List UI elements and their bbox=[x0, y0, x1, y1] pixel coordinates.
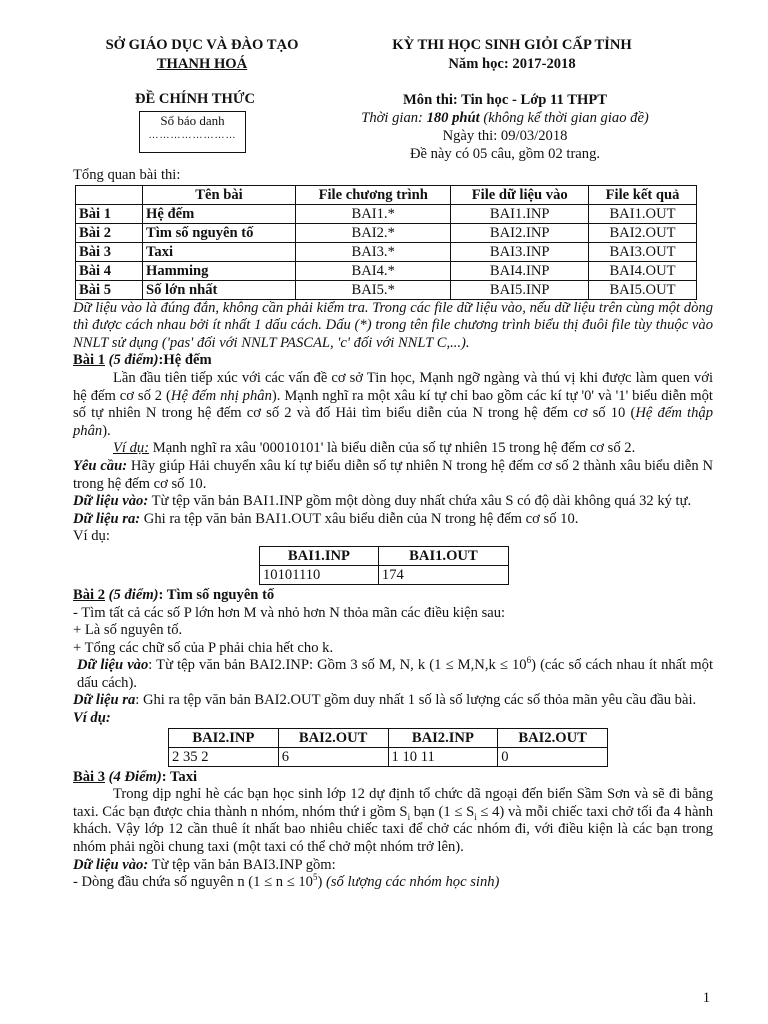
table-cell: BAI4.OUT bbox=[589, 261, 697, 280]
org-line-1: SỞ GIÁO DỤC VÀ ĐÀO TẠO bbox=[105, 37, 299, 53]
table-cell: Bài 4 bbox=[76, 261, 143, 280]
bai1-req-text: Hãy giúp Hải chuyển xâu kí tự biểu diễn số tự nhiên N trong hệ đếm cơ số 2 thành xâu biểu diễn N trong hệ đếm cơ số 10. bbox=[73, 457, 713, 492]
overview-header-row bbox=[76, 185, 697, 204]
bai1-description bbox=[73, 370, 713, 440]
exam-title bbox=[362, 36, 662, 74]
table-cell: Bài 1 bbox=[76, 204, 143, 223]
bai3-input-line-1 bbox=[73, 874, 713, 892]
bai1-req-label: Yêu cầu: bbox=[73, 457, 128, 474]
exam-year: Năm học: 2017-2018 bbox=[448, 56, 576, 72]
bai2-vidu: Ví dụ: bbox=[73, 710, 111, 727]
bai1-title: :Hệ đếm bbox=[158, 352, 212, 369]
bai2-title: : Tìm số nguyên tố bbox=[158, 586, 275, 603]
time-line bbox=[325, 109, 685, 127]
table-cell: BAI5.INP bbox=[451, 280, 589, 299]
bai2-input-text: ) (các số cách nhau ít nhất một dấu cách). bbox=[77, 657, 713, 691]
candidate-number-dots: …………………… bbox=[148, 130, 237, 141]
table-row bbox=[169, 728, 608, 747]
overview-header-cell: File kết quả bbox=[589, 185, 697, 204]
overview-header-blank bbox=[76, 185, 143, 204]
table-header-cell: BAI1.INP bbox=[260, 546, 379, 565]
exam-title-line-1: KỲ THI HỌC SINH GIỎI CẤP TỈNH bbox=[392, 37, 632, 53]
table-row bbox=[76, 223, 697, 242]
bai1-input-label: Dữ liệu vào: bbox=[73, 493, 149, 510]
bai2-input-label: Dữ liệu vào bbox=[77, 657, 149, 674]
bai3-line-italic: (số lượng các nhóm học sinh) bbox=[325, 874, 500, 891]
candidate-number-box bbox=[139, 111, 246, 153]
table-header-cell: BAI2.INP bbox=[388, 728, 498, 747]
bai1-points: (5 điểm) bbox=[105, 352, 159, 369]
table-cell: BAI1.* bbox=[295, 204, 450, 223]
bai3-description bbox=[73, 786, 713, 856]
subject-line: Môn thi: Tin học - Lớp 11 THPT bbox=[403, 92, 607, 108]
table-header-cell: BAI1.OUT bbox=[378, 546, 508, 565]
bai1-heading bbox=[73, 352, 713, 370]
bai1-text: ). bbox=[102, 422, 111, 439]
table-cell: 174 bbox=[378, 565, 508, 584]
table-row bbox=[169, 747, 608, 766]
bai3-line-text: ) bbox=[317, 874, 326, 891]
table-cell: BAI1.INP bbox=[451, 204, 589, 223]
bai1-output-text: Ghi ra tệp văn bản BAI1.OUT xâu biểu diễn của N trong hệ đếm cơ số 10. bbox=[140, 510, 579, 527]
table-cell: 1 10 11 bbox=[388, 747, 498, 766]
exam-body bbox=[73, 167, 713, 892]
bai1-text: Lần đầu tiên tiếp xúc với các vấn đề cơ sở Tin học, Mạnh ngỡ ngàng và thú vị khi được làm quen với hệ đếm cơ số 2 ( bbox=[73, 369, 713, 404]
table-cell: Hệ đếm bbox=[143, 204, 296, 223]
bai2-label: Bài 2 bbox=[73, 586, 106, 603]
table-header-cell: BAI2.OUT bbox=[498, 728, 608, 747]
table-cell: BAI5.* bbox=[295, 280, 450, 299]
table-cell: Tìm số nguyên tố bbox=[143, 223, 296, 242]
table-cell: BAI4.* bbox=[295, 261, 450, 280]
table-cell: Số lớn nhất bbox=[143, 280, 296, 299]
overview-header-cell: Tên bài bbox=[143, 185, 296, 204]
exam-info bbox=[325, 91, 685, 163]
table-cell: BAI5.OUT bbox=[589, 280, 697, 299]
bai2-output-label: Dữ liệu ra bbox=[73, 692, 136, 709]
overview-header-cell: File chương trình bbox=[295, 185, 450, 204]
bai3-text: bạn (1 ≤ S bbox=[410, 803, 475, 820]
table-cell: 0 bbox=[498, 747, 608, 766]
bai1-example-table bbox=[259, 546, 509, 585]
bai1-output bbox=[73, 511, 713, 529]
table-row bbox=[260, 546, 509, 565]
bai1-requirement bbox=[73, 458, 713, 493]
table-cell: BAI4.INP bbox=[451, 261, 589, 280]
overview-title: Tổng quan bài thi: bbox=[73, 167, 181, 183]
bai2-line-1: - Tìm tất cả các số P lớn hơn M và nhỏ hơn N thỏa mãn các điều kiện sau: bbox=[73, 604, 506, 621]
bai1-example-text: Mạnh nghĩ ra xâu '00010101' là biểu diễn của số tự nhiên 15 trong hệ đếm cơ số 2. bbox=[149, 440, 636, 457]
table-cell: BAI3.OUT bbox=[589, 242, 697, 261]
table-row bbox=[76, 261, 697, 280]
table-cell: Hamming bbox=[143, 261, 296, 280]
bai2-input-text: : Từ tệp văn bản BAI2.INP: Gồm 3 số M, N, k (1 ≤ M,N,k ≤ 10 bbox=[148, 657, 527, 674]
bai3-sub: i bbox=[474, 811, 477, 822]
bai2-output-text: : Ghi ra tệp văn bản BAI2.OUT gồm duy nhất 1 số là số lượng các số thỏa mãn yêu cầu đầu bài. bbox=[135, 692, 697, 709]
page-count-note: Đề này có 05 câu, gồm 02 trang. bbox=[409, 146, 601, 162]
page-number: 1 bbox=[702, 990, 710, 1006]
time-suffix: (không kể thời gian giao đề) bbox=[479, 110, 649, 126]
bai3-title: : Taxi bbox=[161, 768, 198, 785]
bai3-label: Bài 3 bbox=[73, 768, 106, 785]
org-line-2: THANH HOÁ bbox=[156, 56, 248, 72]
bai3-input bbox=[73, 857, 713, 875]
bai1-example-line bbox=[73, 440, 713, 458]
time-value: 180 phút bbox=[426, 110, 480, 126]
bai1-vidu: Ví dụ: bbox=[73, 528, 110, 545]
table-cell: Bài 2 bbox=[76, 223, 143, 242]
table-cell: BAI2.* bbox=[295, 223, 450, 242]
bai2-output bbox=[73, 692, 713, 710]
bai1-input-text: Từ tệp văn bản BAI1.INP gồm một dòng duy nhất chứa xâu S có độ dài không quá 32 ký tự. bbox=[148, 493, 692, 510]
issuing-organization bbox=[78, 36, 326, 74]
bai1-text-italic: Hệ đếm nhị phân bbox=[170, 387, 272, 404]
bai3-text: ≤ 4) và mỗi chiếc taxi chở tối đa 4 hành khách. Vậy lớp 12 cần thuê ít nhất bao nhiêu chiếc taxi để chở các nhóm đi, với điều kiện là các bạn trong nhóm phải ngồi chung taxi (một taxi có thể chở một nhóm trở lên). bbox=[73, 803, 714, 856]
overview-header-cell: File dữ liệu vào bbox=[451, 185, 589, 204]
bai1-output-label: Dữ liệu ra: bbox=[73, 510, 141, 527]
table-header-cell: BAI2.INP bbox=[169, 728, 279, 747]
bai3-heading bbox=[73, 769, 713, 787]
bai3-input-label: Dữ liệu vào: bbox=[73, 856, 149, 873]
bai1-example-label: Ví dụ: bbox=[113, 440, 150, 457]
bai3-line-text: - Dòng đầu chứa số nguyên n (1 ≤ n ≤ 10 bbox=[73, 874, 313, 891]
table-cell: Taxi bbox=[143, 242, 296, 261]
time-prefix: Thời gian: bbox=[361, 110, 427, 126]
table-cell: BAI3.INP bbox=[451, 242, 589, 261]
table-cell: 10101110 bbox=[260, 565, 379, 584]
table-cell: Bài 3 bbox=[76, 242, 143, 261]
bai1-text-italic: Hệ đếm thập phân bbox=[73, 405, 713, 439]
table-cell: Bài 5 bbox=[76, 280, 143, 299]
bai3-line-sup: 5 bbox=[312, 872, 318, 883]
table-row bbox=[76, 242, 697, 261]
candidate-number-label: Số báo danh bbox=[160, 113, 225, 128]
exam-date: Ngày thi: 09/03/2018 bbox=[442, 128, 568, 144]
bai3-sub: i bbox=[407, 811, 411, 822]
bai2-points: (5 điểm) bbox=[105, 586, 159, 603]
overview-table bbox=[75, 185, 697, 300]
bai2-input bbox=[73, 657, 713, 692]
bai3-points: (4 Điểm) bbox=[105, 768, 162, 785]
table-cell: 2 35 2 bbox=[169, 747, 279, 766]
table-cell: BAI2.INP bbox=[451, 223, 589, 242]
table-cell: 6 bbox=[278, 747, 388, 766]
bai1-text: ). Mạnh nghĩ ra một xâu kí tự chỉ bao gồm các kí tự '0' và '1' biểu diễn một số tự nhiên N trong hệ đếm cơ số 2 và đố Hải tìm biểu diễn của N trong hệ đếm cơ số 10 ( bbox=[73, 387, 713, 422]
table-cell: BAI2.OUT bbox=[589, 223, 697, 242]
bai3-input-text: Từ tệp văn bản BAI3.INP gồm: bbox=[148, 856, 336, 873]
overview-note: Dữ liệu vào là đúng đắn, không cần phải kiểm tra. Trong các file dữ liệu vào, nếu dữ liệu trên cùng một dòng thì được cách nhau bởi ít nhất 1 dấu cách. Dấu (*) trong tên file chương trình biểu thị đuôi file tùy thuộc vào NNLT sử dụng ('pas' đối với NNLT PASCAL, 'c' đối với NNLT C,...). bbox=[73, 299, 713, 351]
bai2-heading bbox=[73, 587, 713, 605]
table-header-cell: BAI2.OUT bbox=[278, 728, 388, 747]
bai2-line-3: + Tổng các chữ số của P phải chia hết cho k. bbox=[73, 639, 334, 656]
table-cell: BAI1.OUT bbox=[589, 204, 697, 223]
bai3-text: Trong dịp nghỉ hè các bạn học sinh lớp 12 dự định tổ chức dã ngoại đến biển Sầm Sơn và sẽ đi bằng taxi. Các bạn được chia thành n nhóm, nhóm thứ i gồm S bbox=[73, 786, 713, 820]
bai1-input bbox=[73, 493, 713, 511]
table-row bbox=[260, 565, 509, 584]
official-label: ĐỀ CHÍNH THỨC bbox=[134, 91, 255, 107]
table-cell: BAI3.* bbox=[295, 242, 450, 261]
table-row bbox=[76, 280, 697, 299]
bai2-example-table bbox=[168, 728, 608, 767]
bai1-label: Bài 1 bbox=[73, 352, 106, 369]
table-row bbox=[76, 204, 697, 223]
bai2-input-sup: 6 bbox=[526, 655, 532, 666]
bai2-line-2: + Là số nguyên tố. bbox=[73, 622, 183, 639]
